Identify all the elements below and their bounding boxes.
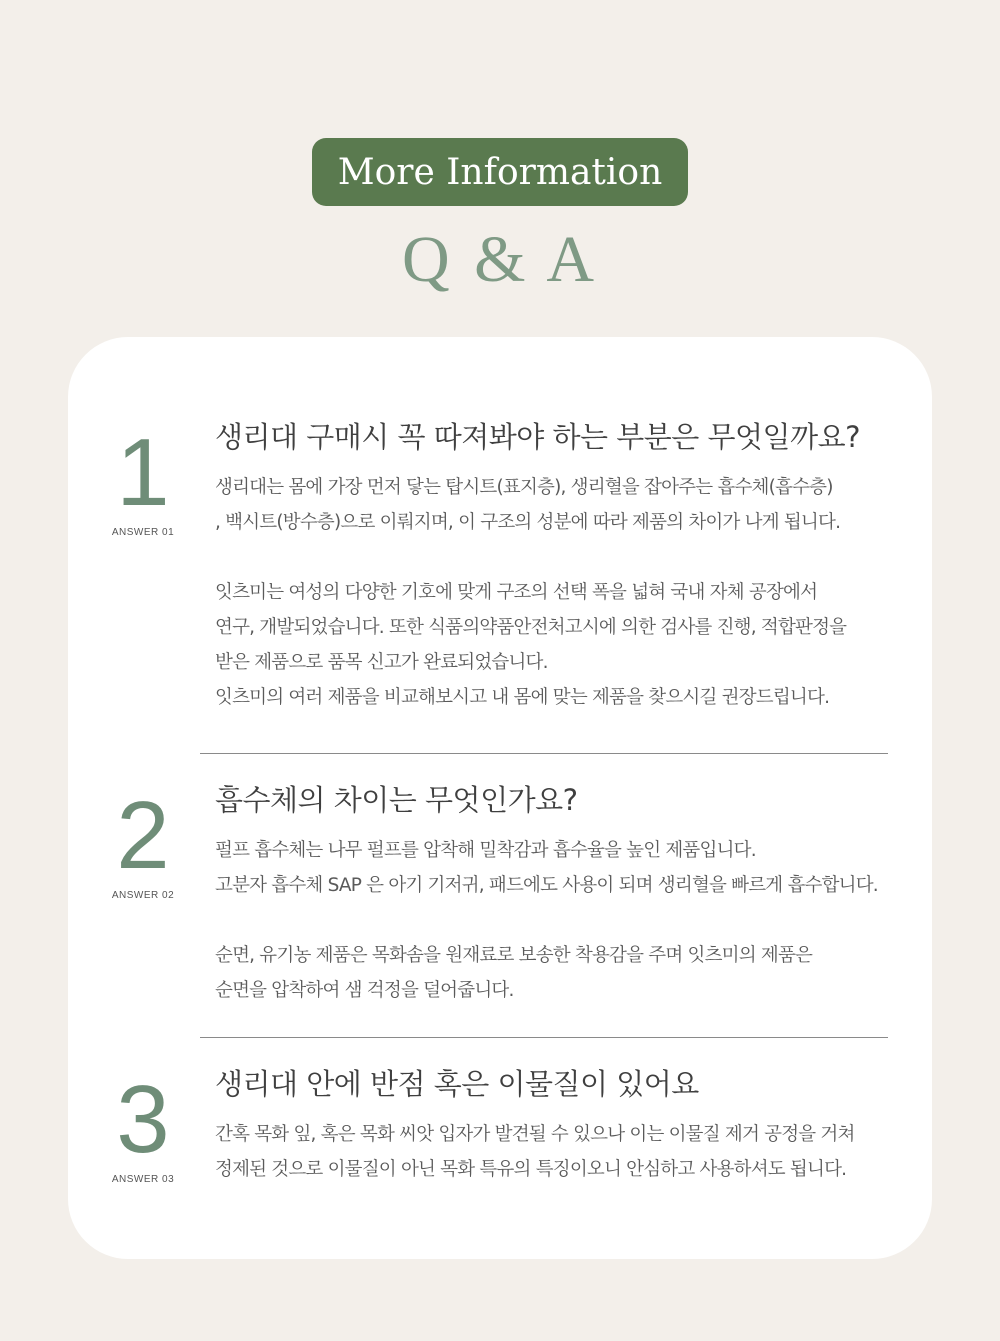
answer-line: 연구, 개발되었습니다. 또한 식품의약품안전처고시에 의한 검사를 진행, 적합판정을 bbox=[215, 617, 847, 638]
answer-line: 간혹 목화 잎, 혹은 목화 씨앗 입자가 발견될 수 있으나 이는 이물질 제거 공정을 거쳐 bbox=[215, 1124, 855, 1145]
answer-number: 1 bbox=[116, 419, 170, 526]
answer-text bbox=[215, 1062, 905, 1187]
badge-label: More Information bbox=[337, 151, 663, 193]
answer-text bbox=[215, 415, 905, 715]
answer-label: ANSWER 03 bbox=[111, 1174, 175, 1185]
answer-paragraph bbox=[215, 470, 905, 715]
answer-line: 생리대는 몸에 가장 먼저 닿는 탑시트(표지층), 생리혈을 잡아주는 흡수체(흡수층) bbox=[215, 477, 833, 498]
answer-label: ANSWER 02 bbox=[111, 890, 175, 901]
answer-line: 받은 제품으로 품목 신고가 완료되었습니다. bbox=[215, 652, 548, 673]
question-heading: 생리대 안에 반점 혹은 이물질이 있어요 bbox=[215, 1067, 699, 1101]
answer-paragraph bbox=[215, 1117, 905, 1187]
answer-line: 잇츠미의 여러 제품을 비교해보시고 내 몸에 맞는 제품을 찾으시길 권장드립니다. bbox=[215, 687, 830, 708]
answer-line: 순면, 유기농 제품은 목화솜을 원재료로 보송한 착용감을 주며 잇츠미의 제품은 bbox=[215, 945, 813, 966]
answer-line: 고분자 흡수체 SAP 은 아기 기저귀, 패드에도 사용이 되며 생리혈을 빠르게 흡수합니다. bbox=[215, 875, 878, 896]
answer-line: 정제된 것으로 이물질이 아닌 목화 특유의 특징이오니 안심하고 사용하셔도 됩니다. bbox=[215, 1159, 847, 1180]
more-information-badge bbox=[312, 138, 688, 206]
answer-text bbox=[215, 778, 905, 1008]
answer-number-block bbox=[68, 419, 218, 538]
answer-label: ANSWER 01 bbox=[111, 527, 175, 538]
answer-number: 3 bbox=[116, 1066, 170, 1173]
question-heading: 생리대 구매시 꼭 따져봐야 하는 부분은 무엇일까요? bbox=[215, 420, 860, 454]
answer-line: 펄프 흡수체는 나무 펄프를 압착해 밀착감과 흡수율을 높인 제품입니다. bbox=[215, 840, 756, 861]
divider bbox=[200, 1037, 888, 1038]
answer-line: 순면을 압착하여 샘 걱정을 덜어줍니다. bbox=[215, 980, 514, 1001]
question-heading: 흡수체의 차이는 무엇인가요? bbox=[215, 783, 578, 817]
answer-number: 2 bbox=[116, 782, 170, 889]
page-title: Q & A bbox=[401, 223, 599, 296]
answer-line: 잇츠미는 여성의 다양한 기호에 맞게 구조의 선택 폭을 넓혀 국내 자체 공장에서 bbox=[215, 582, 818, 603]
answer-number-block bbox=[68, 782, 218, 901]
answer-number-block bbox=[68, 1066, 218, 1185]
answer-line: , 백시트(방수층)으로 이뤄지며, 이 구조의 성분에 따라 제품의 차이가 나게 됩니다. bbox=[215, 512, 841, 533]
qa-card bbox=[68, 337, 932, 1259]
answer-paragraph bbox=[215, 833, 905, 1008]
divider bbox=[200, 753, 888, 754]
